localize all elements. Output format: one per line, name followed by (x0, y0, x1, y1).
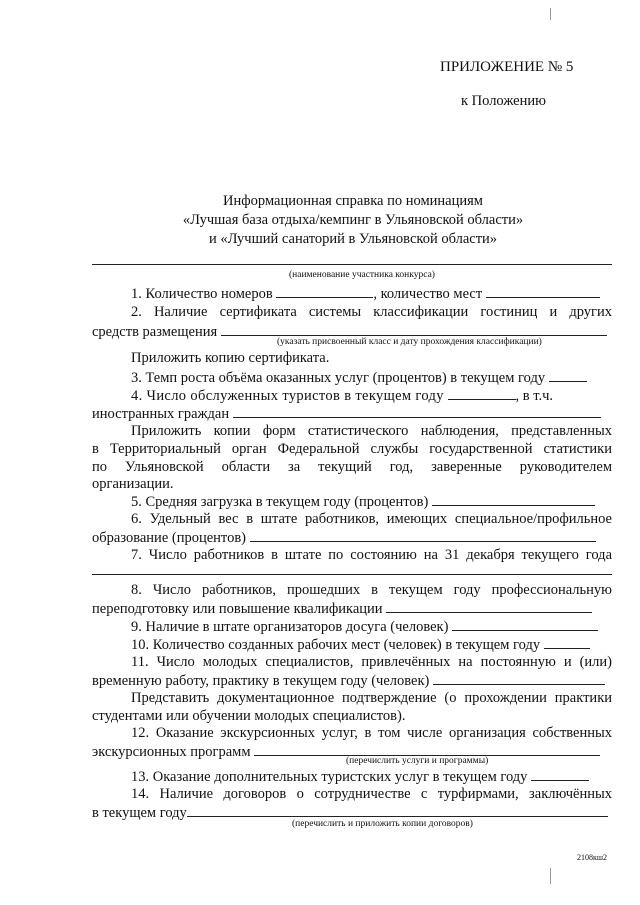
attach-line-3: по Ульяновской области за текущий год, заверенные руководителем (92, 459, 612, 475)
title-line-2: «Лучшая база отдыха/кемпинг в Ульяновской области» (182, 212, 524, 228)
item-3 (131, 368, 587, 387)
attach-line-4: организации. (92, 476, 174, 492)
places-count-field[interactable] (486, 284, 600, 298)
item-5-label: 5. Средняя загрузка в текущем году (процентов) (131, 494, 429, 510)
item-12-note: (перечислить услуги и программы) (346, 756, 489, 766)
item-2-label: средств размещения (92, 324, 218, 340)
item-3-label: 3. Темп роста объёма оказанных услуг (процентов) в текущем году (131, 370, 546, 386)
to-regulation: к Положению (461, 93, 546, 109)
item-12-label: экскурсионных программ (92, 744, 251, 760)
item-11-label: временную работу, практику в текущем году (человек) (92, 673, 430, 689)
title-line-1: Информационная справка по номинациям (223, 193, 483, 209)
item-6-label: образование (процентов) (92, 530, 246, 546)
item-8-line-1: 8. Число работников, прошедших в текущем году профессиональную (131, 582, 612, 598)
rooms-count-field[interactable] (276, 284, 373, 298)
item-13 (131, 767, 589, 786)
doc-line-2: студентами или обучении молодых специалистов). (92, 708, 406, 724)
footer-code: 2108кш2 (577, 853, 608, 862)
item-8-label: переподготовку или повышение квалификации (92, 601, 383, 617)
doc-line-1: Представить документационное подтверждение (о прохождении практики (131, 690, 612, 706)
item-1-places-label: , количество мест (373, 286, 483, 302)
item-4-foreign-label: иностранных граждан (92, 406, 230, 422)
item-6-line-1: 6. Удельный вес в штате работников, имеющих специальное/профильное (131, 511, 612, 527)
item-7: 7. Число работников в штате по состоянию на 31 декабря текущего года (131, 547, 612, 563)
specialized-education-field[interactable] (250, 528, 596, 542)
item-1-rooms-label: 1. Количество номеров (131, 286, 273, 302)
item-11-line-2 (92, 671, 605, 690)
item-2-attach: Приложить копию сертификата. (131, 350, 330, 366)
foreign-tourists-field[interactable] (233, 404, 601, 418)
new-jobs-field[interactable] (544, 635, 590, 649)
certificate-field[interactable] (221, 322, 607, 336)
title-line-3: и «Лучший санаторий в Ульяновской области» (208, 231, 498, 247)
occupancy-field[interactable] (432, 492, 595, 506)
appendix-number: ПРИЛОЖЕНИЕ № 5 (440, 59, 574, 75)
contracts-field[interactable] (187, 803, 608, 817)
attach-line-1: Приложить копии форм статистического наблюдения, представленных (131, 423, 612, 439)
item-13-label: 13. Оказание дополнительных туристских услуг в текущем году (131, 769, 528, 785)
item-2-line-1: 2. Наличие сертификата системы классификации гостиниц и других (131, 304, 612, 320)
item-10 (131, 635, 590, 654)
item-6-line-2 (92, 528, 596, 547)
item-9-label: 9. Наличие в штате организаторов досуга (человек) (131, 619, 449, 635)
participant-note: (наименование участника конкурса) (289, 270, 435, 280)
attach-line-2: в Территориальный орган Федеральной службы государственной статистики (92, 441, 612, 457)
item-4-line-1 (131, 386, 612, 405)
item-9 (131, 617, 598, 636)
leisure-organizers-field[interactable] (452, 617, 598, 631)
item-12-line-1: 12. Оказание экскурсионных услуг, в том числе организация собственных (131, 725, 612, 741)
scan-mark (550, 8, 551, 20)
item-14-label: в текущем году (92, 805, 187, 821)
young-specialists-field[interactable] (433, 671, 605, 685)
item-10-label: 10. Количество созданных рабочих мест (человек) в текущем году (131, 637, 541, 653)
retraining-field[interactable] (386, 599, 592, 613)
item-11-line-1: 11. Число молодых специалистов, привлечённых на постоянную и (или) (131, 654, 612, 670)
staff-count-line[interactable] (92, 574, 612, 575)
item-4-line-2 (92, 404, 601, 423)
growth-rate-field[interactable] (549, 368, 587, 382)
participant-name-line[interactable] (92, 264, 612, 265)
item-1 (131, 284, 600, 303)
item-4-suffix: , в т.ч. (515, 388, 554, 404)
item-2-note: (указать присвоенный класс и дату прохождения классификации) (277, 337, 542, 347)
additional-services-field[interactable] (531, 767, 589, 781)
excursions-field[interactable] (254, 742, 600, 756)
tourists-count-field[interactable] (448, 386, 516, 400)
item-14-note: (перечислить и приложить копии договоров) (292, 819, 473, 829)
item-5 (131, 492, 595, 511)
item-4-label: 4. Число обслуженных туристов в текущем году (131, 388, 444, 404)
item-14-line-1: 14. Наличие договоров о сотрудничестве с турфирмами, заключённых (131, 786, 612, 802)
item-8-line-2 (92, 599, 592, 618)
document-title (0, 192, 640, 248)
scan-mark (550, 868, 551, 884)
